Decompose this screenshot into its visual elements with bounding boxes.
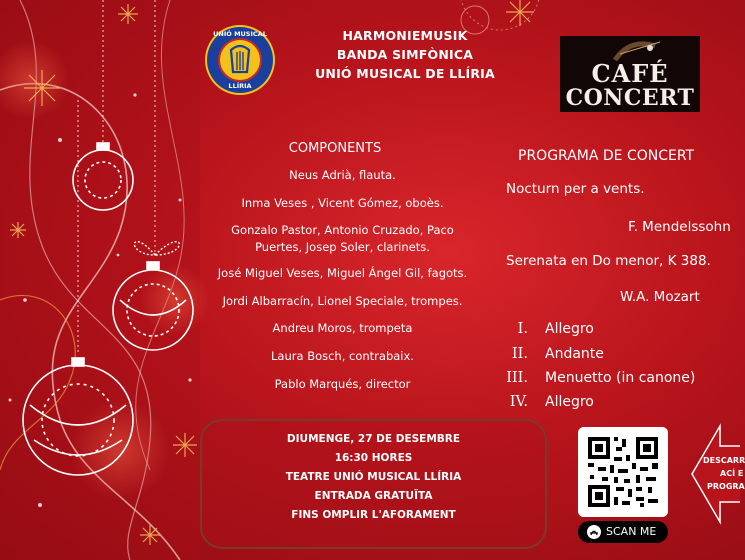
member-3: Gonzalo Pastor, Antonio Cruzado, Paco Puertes, Josep Soler, clarinets. bbox=[231, 223, 454, 254]
event-capacity: FINS OMPLIR L'AFORAMENT bbox=[291, 509, 456, 521]
arrow-text-2: ACÍ E bbox=[720, 469, 744, 478]
piece-1: Nocturn per a vents. bbox=[506, 181, 645, 197]
event-info-box bbox=[200, 419, 547, 549]
logo-bottom-text: LLÍRIA bbox=[228, 82, 252, 90]
header-line-2: BANDA SIMFÒNICA bbox=[336, 47, 474, 62]
movement-4-number: IV. bbox=[509, 394, 528, 410]
scan-me-button[interactable] bbox=[578, 521, 668, 543]
event-entry: ENTRADA GRATUÏTA bbox=[314, 490, 433, 502]
header-line-3: UNIÓ MUSICAL DE LLÍRIA bbox=[315, 66, 495, 81]
program-title: PROGRAMA DE CONCERT bbox=[518, 148, 695, 164]
qr-code[interactable] bbox=[578, 427, 668, 517]
member-4: José Miguel Veses, Miguel Ángel Gil, fagots. bbox=[217, 266, 468, 280]
event-venue: TEATRE UNIÓ MUSICAL LLÍRIA bbox=[285, 471, 462, 483]
movement-2-number: II. bbox=[511, 346, 528, 362]
arrow-text-3: PROGRA bbox=[707, 482, 745, 491]
movement-1-number: I. bbox=[517, 321, 528, 337]
member-5: Jordi Albarracín, Lionel Speciale, trompes. bbox=[222, 294, 463, 308]
cafe-title: CAFÉ bbox=[591, 59, 669, 88]
member-1: Neus Adrià, flauta. bbox=[289, 168, 396, 182]
pdf-icon bbox=[586, 524, 602, 540]
components-title: COMPONENTS bbox=[288, 141, 382, 156]
member-7: Laura Bosch, contrabaix. bbox=[271, 349, 414, 363]
arrow-text-1: DESCARR bbox=[703, 456, 745, 465]
movement-1-name: Allegro bbox=[545, 321, 594, 337]
member-6: Andreu Moros, trompeta bbox=[272, 321, 413, 335]
concert-title: CONCERT bbox=[565, 85, 695, 111]
member-8: Pablo Marqués, director bbox=[274, 377, 411, 391]
movement-4-name: Allegro bbox=[545, 394, 594, 410]
cafe-concert-banner bbox=[560, 36, 700, 112]
scan-me-label: SCAN ME bbox=[606, 525, 657, 538]
movement-2-name: Andante bbox=[545, 346, 604, 362]
composer-1: F. Mendelssohn bbox=[628, 219, 731, 235]
header-line-1: HARMONIEMUSIK bbox=[342, 28, 468, 43]
member-2: Inma Veses , Vicent Gómez, oboès. bbox=[241, 196, 444, 210]
event-date: DIUMENGE, 27 DE DESEMBRE bbox=[286, 433, 461, 445]
composer-2: W.A. Mozart bbox=[620, 289, 700, 305]
event-time: 16:30 HORES bbox=[334, 452, 413, 464]
movement-3-name: Menuetto (in canone) bbox=[545, 370, 696, 386]
header bbox=[290, 26, 520, 83]
logo-top-text: UNIÓ MUSICAL bbox=[213, 30, 267, 38]
piece-2: Serenata en Do menor, K 388. bbox=[506, 253, 711, 269]
movement-3-number: III. bbox=[506, 370, 528, 386]
